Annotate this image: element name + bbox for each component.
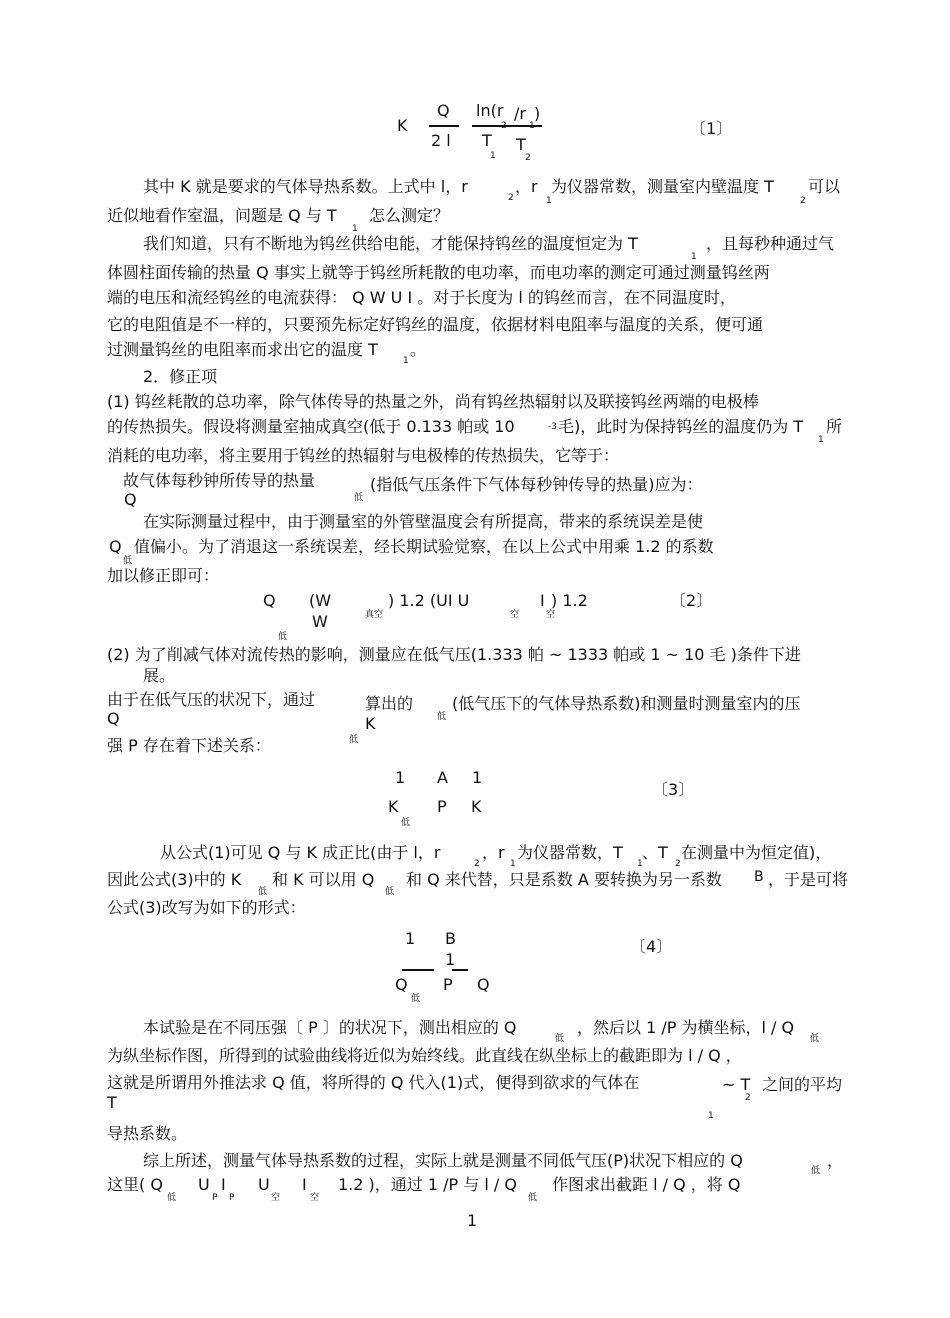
p7-line1b: ，然后以 1 /P 为横坐标，l / Q: [577, 1018, 795, 1037]
eq4-number: 〔4〕: [630, 937, 673, 956]
p4-line3: 加以修正即可：: [107, 566, 220, 585]
eq1-denominator: 2 l: [431, 131, 451, 150]
eq2-mid: ) 1.2 (UI U: [388, 591, 470, 610]
eq4-n1: 1: [405, 929, 416, 948]
p7-line2: 为纵坐标作图，所得到的试验曲线将近似为始终线。此直线在纵坐标上的截距即为 l / Q ，: [107, 1046, 742, 1065]
p3-line4a: 故气体每秒钟所传导的热量: [123, 471, 316, 490]
p3-line4b: (指低气压条件下气体每秒钟传导的热量)应为：: [370, 475, 703, 494]
p6-line1a: 从公式(1)可见 Q 与 K 成正比(由于 l，r: [160, 843, 441, 862]
p1-line1a: 其中 K 就是要求的气体导热系数。上式中 l，r: [143, 177, 468, 196]
eq2-sub-kong1: 空: [510, 610, 520, 620]
p3-line3: 消耗的电功率，将主要用于钨丝的热辐射与电极棒的传热损失，它等于：: [107, 446, 620, 465]
p5-line1: (2) 为了削减气体对流传热的影响，测量应在低气压(1.333 帕 ~ 1333 帕或 1 ~ 10 毛 )条件下进: [107, 645, 801, 664]
p7-sub: 1: [708, 1111, 714, 1121]
p8-line2a: 这里( Q: [107, 1175, 163, 1194]
eq1-rparen: ): [534, 104, 541, 123]
p1-sub: 2: [800, 196, 806, 206]
p2-line1b: ，且每秒种通过气: [706, 234, 835, 253]
eq1-fraction-bar-1: [429, 125, 459, 127]
p5-line3c: (低气压下的气体导热系数)和测量时测量室内的压: [452, 694, 801, 713]
eq1-t1-sub: 1: [490, 151, 496, 161]
eq4-q2: Q: [477, 975, 490, 994]
p1-line2a: 近似地看作室温，问题是 Q 与 T: [107, 206, 337, 225]
p2-line3: 端的电压和流经钨丝的电流获得： Q W U I 。对于长度为 l 的钨丝而言，在不同温度时，: [107, 288, 736, 307]
p3-sub: 低: [354, 493, 364, 503]
eq4-p: P: [443, 975, 453, 994]
p6-line1c: 为仪器常数，T: [517, 843, 623, 862]
p6-line2e: ，于是可将: [768, 870, 849, 889]
p1-line2b: 怎么测定？: [369, 206, 450, 225]
p2-line5b: 。: [410, 340, 427, 359]
p4-line2b: 值偏小。为了消退这一系统误差，经长期试验觉察，在以上公式中用乘 1.2 的系数: [134, 537, 714, 556]
p8-sub: P: [229, 1193, 235, 1203]
p7-sub: 低: [555, 1034, 565, 1044]
p6-sub: 低: [385, 887, 395, 897]
p6-sub: 低: [258, 887, 268, 897]
p5-line2: 展。: [143, 666, 176, 685]
p6-line2d: B: [754, 869, 764, 885]
eq4-sub-di: 低: [411, 994, 421, 1004]
p2-line1: 我们知道，只有不断地为钨丝供给电能，才能保持钨丝的温度恒定为 T: [143, 234, 638, 253]
p3-line2b: 毛)，此时为保持钨丝的温度仍为 T: [558, 417, 804, 436]
p6-line1d: 、T: [642, 843, 668, 862]
p5-line3a: 由于在低气压的状况下，通过: [107, 690, 316, 709]
p5-line3b: 算出的: [365, 694, 414, 713]
p8-line2e: I: [302, 1175, 307, 1194]
p6-line1e: 在测量中为恒定值)，: [681, 843, 832, 862]
eq2-vacuum: 真空: [365, 610, 384, 620]
p3-line1: (1) 钨丝耗散的总功率，除气体传导的热量之外，尚有钨丝热辐射以及联接钨丝两端的电极棒: [107, 392, 759, 411]
p3-sub: 1: [818, 435, 824, 445]
p6-line2a: 因此公式(3)中的 K: [107, 870, 242, 889]
p8-line2c: I: [221, 1175, 226, 1194]
p2-sub: 1: [403, 356, 409, 366]
eq2-w: (W: [309, 591, 332, 610]
section-title: 2．修正项: [143, 367, 218, 386]
p7-line3c: 之间的平均: [762, 1075, 843, 1094]
p8-sub: 空: [310, 1193, 320, 1203]
eq4-fraction-bar-1: [402, 969, 434, 971]
eq4-one: 1: [445, 950, 456, 969]
p8-line2g: 作图求出截距 l / Q ，将 Q: [552, 1175, 741, 1194]
p3-line2c: 所: [826, 417, 843, 436]
eq3-number: 〔3〕: [652, 780, 695, 799]
eq2-q: Q: [263, 591, 276, 610]
p6-line2c: 和 Q 来代替，只是系数 A 要转换为另一系数: [406, 870, 722, 889]
eq1-t2: T: [516, 135, 526, 154]
p6-line2b: 和 K 可以用 Q: [272, 870, 375, 889]
p2-line5: 过测量钨丝的电阻率而求出它的温度 T: [107, 340, 378, 359]
p8-sub: 低: [528, 1193, 538, 1203]
eq4-b: B: [445, 929, 456, 948]
p7-line3a: 这就是所谓用外推法求 Q 值，将所得的 Q 代入(1)式，便得到欲求的气体在: [107, 1073, 640, 1092]
eq1-numerator: Q: [437, 101, 450, 120]
eq2-number: 〔2〕: [670, 591, 713, 610]
p4-line1: 在实际测量过程中，由于测量室的外管壁温度会有所提高，带来的系统误差是使: [143, 512, 704, 531]
eq2-end: ) 1.2: [551, 591, 588, 610]
p7-line4: T: [107, 1093, 117, 1112]
p8-line2b: U: [198, 1175, 210, 1194]
eq1-k: K: [397, 116, 408, 135]
eq2-sub-kong2: 空: [546, 610, 556, 620]
p6-sub: 1: [510, 859, 516, 869]
p5-line5: 强 P 存在着下述关系：: [107, 736, 271, 755]
p6-sub: 2: [474, 859, 480, 869]
p1-line1d: 可以: [808, 177, 841, 196]
p8-line1a: 综上所述，测量气体导热系数的过程，实际上就是测量不同低气压(P)状况下相应的 Q: [143, 1151, 743, 1170]
eq3-k: K: [388, 797, 399, 816]
eq4-fraction-bar-2: [452, 969, 468, 971]
eq1-slash: /r: [514, 104, 526, 123]
eq4-q: Q: [395, 975, 408, 994]
eq2-sub-di: 低: [278, 632, 288, 642]
eq1-t2-sub: 2: [525, 153, 531, 163]
p7-line3b: ~ T: [722, 1075, 751, 1094]
p6-line1b: ，r: [482, 843, 505, 862]
p7-sub: 2: [745, 1093, 751, 1103]
p2-line4: 它的电阻值是不一样的，只要预先标定好钨丝的温度，依据材料电阻率与温度的关系，便可通: [107, 315, 764, 334]
p1-sub: 1: [546, 196, 552, 206]
p8-sub: 低: [167, 1193, 177, 1203]
p3-line5a: Q: [124, 490, 137, 509]
p8-line2f: 1.2 )，通过 1 /P 与 l / Q: [338, 1175, 517, 1194]
eq1-fraction-bar-2: [472, 125, 542, 127]
p5-sub: 低: [437, 712, 447, 722]
p8-sub: P: [212, 1193, 218, 1203]
p7-line1a: 本试验是在不同压强〔 P 〕的状况下，测出相应的 Q: [143, 1018, 517, 1037]
p7-line5: 导热系数。: [107, 1124, 188, 1143]
eq2-i: I: [540, 591, 545, 610]
p2-sub: 1: [691, 252, 697, 262]
p1-sub: 2: [508, 193, 514, 203]
p5-line4a: Q: [107, 709, 120, 728]
eq3-a: A: [437, 768, 448, 787]
eq3-n2: 1: [472, 768, 483, 787]
p6-sub: 2: [675, 859, 681, 869]
p4-sub: 低: [123, 556, 133, 566]
p1-line1b: ，r: [515, 177, 538, 196]
eq1-ln: ln(r: [476, 101, 504, 120]
eq3-k2: K: [471, 797, 482, 816]
p6-line3: 公式(3)改写为如下的形式：: [107, 898, 306, 917]
p4-line2a: Q: [109, 537, 122, 556]
p2-line2: 体圆柱面传输的热量 Q 事实上就等于钨丝所耗散的电功率，而电功率的测定可通过测量钨丝两: [107, 263, 770, 282]
p1-line1c: 为仪器常数，测量室内壁温度 T: [551, 177, 774, 196]
p8-sub: 低: [811, 1166, 821, 1176]
eq1-t1: T: [482, 131, 492, 150]
p5-line4b: K: [365, 714, 376, 733]
p8-line2d: U: [258, 1175, 270, 1194]
p6-sub: 1: [637, 859, 643, 869]
eq3-sub-di: 低: [401, 818, 411, 828]
p8-sub: 空: [271, 1193, 281, 1203]
p7-sub: 低: [810, 1034, 820, 1044]
p3-line2a: 的传热损失。假设将测量室抽成真空(低于 0.133 帕或 10: [107, 417, 515, 436]
eq3-p: P: [437, 797, 447, 816]
eq2-w-bottom: W: [312, 612, 328, 631]
p5-sub: 低: [349, 735, 359, 745]
eq3-n1: 1: [395, 768, 406, 787]
page-number: 1: [467, 1211, 478, 1230]
p3-sup: -3: [548, 422, 557, 432]
p8-line1b: ，: [827, 1151, 844, 1170]
p1-sub: 1: [352, 224, 358, 234]
eq1-number: 〔1〕: [690, 119, 733, 138]
